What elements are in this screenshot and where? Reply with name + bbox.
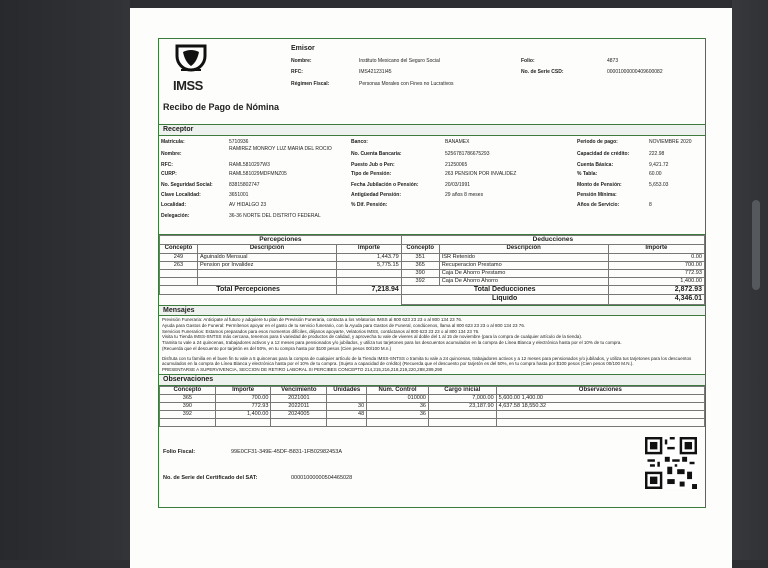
ded-importe: 0.00 [608, 253, 704, 261]
scrollbar-thumb[interactable] [752, 200, 760, 290]
emisor-regimen: Personas Morales con Fines no Lucrativos [359, 81, 454, 87]
fecha-pension-value: 20/03/1991 [445, 182, 471, 188]
nombre-label: Nombre: [161, 151, 182, 157]
cert-sat-label: No. de Serie del Certificado del SAT: [163, 474, 258, 481]
ded-importe: 772.93 [608, 269, 704, 277]
folio-value: 4873 [607, 58, 619, 64]
monto-pension-value: 5,653.03 [649, 182, 669, 188]
obs-concepto: 390 [160, 403, 216, 411]
ded-importe: 1,400.00 [608, 277, 704, 285]
obs-importe: 1,400.00 [215, 411, 271, 419]
receipt-footer [159, 427, 705, 507]
curp-value: RAML581029MDFMNZ05 [229, 171, 287, 177]
clave-localidad-value: 3651001 [229, 192, 249, 198]
perc-concepto: 263 [160, 261, 198, 269]
perc-header-concepto: Concepto [160, 245, 198, 254]
nombre-value: RAMIREZ MONROY LUZ MARIA DEL ROCIO [229, 146, 332, 152]
viewer-background-left [0, 0, 130, 560]
mensajes-title: Mensajes [159, 305, 705, 316]
anos-servicio-value: 8 [649, 202, 652, 208]
ded-descripcion: Caja De Ahorro Ahorro [439, 277, 608, 285]
ded-concepto: 392 [401, 277, 439, 285]
antiguedad-value: 29 años 8 meses [445, 192, 484, 198]
obs-concepto: 392 [160, 411, 216, 419]
anos-servicio-label: Años de Servicio: [577, 202, 620, 208]
banco-value: BANAMEX [445, 139, 470, 145]
emisor-rfc: IMS421231I45 [359, 69, 392, 75]
cuenta-basica-value: 9,421.72 [649, 162, 669, 168]
perc-importe: 1,443.79 [337, 253, 402, 261]
obs-unidades [327, 395, 367, 403]
total-percepciones-label: Total Percepciones [160, 285, 337, 295]
obs-header-unidades: Unidades [327, 386, 367, 395]
obs-vencimiento: 2021001 [271, 395, 327, 403]
cuenta-basica-label: Cuenta Básica: [577, 162, 614, 168]
monto-pension-label: Monto de Pensión: [577, 182, 622, 188]
document-page [130, 8, 732, 568]
mensaje-line: (Recuerda que el descuento por tarjetón es del 50%, en tu compra hasta por $100 pesos (Cien pesos 00/100 M.n.) [162, 345, 392, 351]
viewer-scrollbar-track[interactable] [732, 0, 768, 560]
perc-descripcion: Aguinaldo Mensual [197, 253, 336, 261]
perc-descripcion: Pension por Invalidez [197, 261, 336, 269]
folio-fiscal-value: 99E0CF31-349E-45DF-B831-1FB02982453A [231, 448, 342, 455]
obs-importe: 700.00 [215, 395, 271, 403]
table-row [160, 269, 705, 277]
emisor-nombre-label: Nombre: [291, 58, 312, 64]
ded-header-importe: Importe [608, 245, 704, 254]
folio-fiscal-label: Folio Fiscal: [163, 448, 196, 455]
puesto-label: Puesto Jub o Pen: [351, 162, 395, 168]
cuenta-bancaria-value: 5256781786675293 [445, 151, 490, 157]
mensaje-line: Ayuda para Gastos de Funeral: Permítenos apoyar en el gasto de tu servicio funerario, con la Ayuda para Gastos de Funeral, condúcenos, llama al 800 623 23 23 o al 800 134 23 76. [162, 322, 526, 328]
deducciones-title: Deducciones [401, 236, 704, 245]
obs-header-concepto: Concepto [160, 386, 216, 395]
folio-label: Folio: [521, 58, 535, 64]
mensajes-section [159, 316, 705, 375]
obs-control: 010000 [367, 395, 429, 403]
tipo-pension-label: Tipo de Pensión: [351, 171, 392, 177]
curp-label: CURP: [161, 171, 177, 177]
obs-cargo [428, 411, 496, 419]
obs-unidades: 48 [327, 411, 367, 419]
clave-localidad-label: Clave Localidad: [161, 192, 201, 198]
table-row [160, 253, 705, 261]
obs-header-cargo: Cargo inicial [428, 386, 496, 395]
antiguedad-label: Antigüedad Pensión: [351, 192, 401, 198]
tabla-value: 60.00 [649, 171, 662, 177]
matricula-label: Matrícula: [161, 139, 185, 145]
ded-concepto: 351 [401, 253, 439, 261]
ded-header-concepto: Concepto [401, 245, 439, 254]
percepciones-deducciones-table [159, 235, 705, 305]
mensaje-line: Servicios Funerarios: Estamos preparados para esos momentos difíciles, déjanos apoyarte, Velatorios IMSS, contáctanos al 800 623 23 23 o al 800 134 23 76. [162, 328, 480, 334]
perc-header-importe: Importe [337, 245, 402, 254]
total-deducciones-value: 2,872.93 [608, 285, 704, 295]
receipt-header [159, 39, 705, 125]
mensaje-line: Tramita tu vale a 24 quincenas, trabajadores activos y a 12 meses para pensionados y/o jubilados, y utiliza tus tarjetones para los descuentos acumulados en la compra de Línea Blanca y electrónica hasta por el 10% de tu compra. [162, 340, 622, 346]
ded-descripcion: ISR Retenido [439, 253, 608, 261]
receptor-section [159, 136, 705, 235]
emisor-regimen-label: Régimen Fiscal: [291, 81, 330, 87]
pension-minima-label: Pensión Mínima: [577, 192, 617, 198]
puesto-value: 21250065 [445, 162, 468, 168]
document-title: Recibo de Pago de Nómina [163, 102, 280, 112]
total-percepciones-value: 7,218.94 [337, 285, 402, 295]
capacidad-credito-label: Capacidad de crédito: [577, 151, 630, 157]
table-row [160, 403, 705, 411]
obs-observaciones [496, 411, 704, 419]
obs-concepto: 365 [160, 395, 216, 403]
cert-sat-value: 00001000000504465028 [291, 474, 353, 481]
fecha-pension-label: Fecha Jubilación o Pensión: [351, 182, 419, 188]
ded-descripcion: Recuperacion Prestamo [439, 261, 608, 269]
qr-code-icon [645, 437, 697, 489]
perc-header-descripcion: Descripción [197, 245, 336, 254]
ded-header-descripcion: Descripción [439, 245, 608, 254]
obs-control: 36 [367, 411, 429, 419]
liquido-label: Líquido [401, 295, 608, 305]
table-row [160, 395, 705, 403]
table-row [160, 261, 705, 269]
emisor-nombre: Instituto Mexicano del Seguro Social [359, 58, 440, 64]
perc-importe: 5,775.15 [337, 261, 402, 269]
obs-cargo: 23,187.90 [428, 403, 496, 411]
mensaje-line: Disfruta con tu familia en el buen fin tu vale a 5 quincenas para la compra de cualquier artículo de la Tienda IMSS-SNTSS o tramita tu vale a 24 quincenas, trabajadores activos y a 12 meses para pensionados y/o jubilados, y utiliza tus tarjetones para los descuentos acumulados en la compra de Línea Blanca y electrónica hasta por el 10% de tu compra. (Sujeto a capacidad de crédito) (Recuerda que el descuento por tarjetón es del 50%, en tu compra hasta por $100 pesos (Cien pesos 00/100 M.N.). [162, 355, 692, 367]
periodo-value: NOVIEMBRE 2020 [649, 139, 692, 145]
total-deducciones-label: Total Deducciones [401, 285, 608, 295]
rfc-value: RAML5810297W3 [229, 162, 270, 168]
mensaje-line: PRESENTARSE A SUPERVIVENCIA, SECCION DE RETIRO LABORAL SI PERCIBES CONCEPTO 214,215,216,218,219,220,288,289,290 [162, 367, 443, 373]
banco-label: Banco: [351, 139, 368, 145]
table-row [160, 277, 705, 285]
imss-logo [169, 44, 213, 94]
mensaje-line: Visita tu Tienda IMSS-SNTSS más cercana, tenemos para ti variedad de productos de calidad, y aprovecha tu vale de viveres al doble del 1 al 15 de noviembre (para la compra de cualquier artículo de la tienda). [162, 334, 583, 340]
ded-concepto: 390 [401, 269, 439, 277]
localidad-label: Localidad: [161, 202, 187, 208]
obs-importe: 772.93 [215, 403, 271, 411]
observaciones-title: Observaciones [159, 375, 705, 386]
nss-label: No. Seguridad Social: [161, 182, 213, 188]
ded-descripcion: Caja De Ahorro Prestamo [439, 269, 608, 277]
obs-header-vencimiento: Vencimiento [271, 386, 327, 395]
logo-text: IMSS [173, 78, 203, 93]
mensaje-line: Previsión Funeraria: Anticipate al futuro y adquiere tu plan de Previsión Funeraria, contacta a los Velatorios IMSS al 800 623 23 23 o al 800 134 23 76. [162, 317, 463, 323]
receptor-title: Receptor [159, 125, 705, 136]
obs-vencimiento: 2022011 [271, 403, 327, 411]
obs-unidades: 30 [327, 403, 367, 411]
localidad-value: AV HIDALGO 23 [229, 202, 267, 208]
delegacion-label: Delegación: [161, 213, 190, 219]
obs-observaciones: 5,600.00 1,400.00 [496, 395, 704, 403]
obs-control: 36 [367, 403, 429, 411]
serie-csd-value: 00001000000409600082 [607, 69, 663, 75]
table-row [160, 411, 705, 419]
dif-pension-label: % Dif. Pensión: [351, 202, 388, 208]
delegacion-value: 36-36 NORTE DEL DISTRITO FEDERAL [229, 213, 321, 219]
payroll-receipt [158, 38, 706, 508]
cuenta-bancaria-label: No. Cuenta Bancaria: [351, 151, 402, 157]
tabla-label: % Tabla: [577, 171, 598, 177]
observaciones-table [159, 386, 705, 427]
emisor-rfc-label: RFC: [291, 69, 303, 75]
percepciones-title: Percepciones [160, 236, 402, 245]
matricula-value: 5710936 [229, 139, 249, 145]
rfc-label: RFC: [161, 162, 173, 168]
obs-header-control: Núm. Control [367, 386, 429, 395]
ded-importe: 700.00 [608, 261, 704, 269]
obs-cargo: 7,000.00 [428, 395, 496, 403]
capacidad-credito-value: 222.98 [649, 151, 665, 157]
obs-header-importe: Importe [215, 386, 271, 395]
liquido-value: 4,346.01 [608, 295, 704, 305]
periodo-label: Periodo de pago: [577, 139, 618, 145]
serie-csd-label: No. de Serie CSD: [521, 69, 564, 75]
ded-concepto: 365 [401, 261, 439, 269]
tipo-pension-value: 263 PENSION POR INVALIDEZ [445, 171, 517, 177]
nss-value: 83815802747 [229, 182, 260, 188]
perc-concepto: 249 [160, 253, 198, 261]
emisor-title: Emisor [291, 45, 315, 52]
obs-vencimiento: 2024005 [271, 411, 327, 419]
obs-observaciones: 4,637.58 18,550.32 [496, 403, 704, 411]
obs-header-observaciones: Observaciones [496, 386, 704, 395]
